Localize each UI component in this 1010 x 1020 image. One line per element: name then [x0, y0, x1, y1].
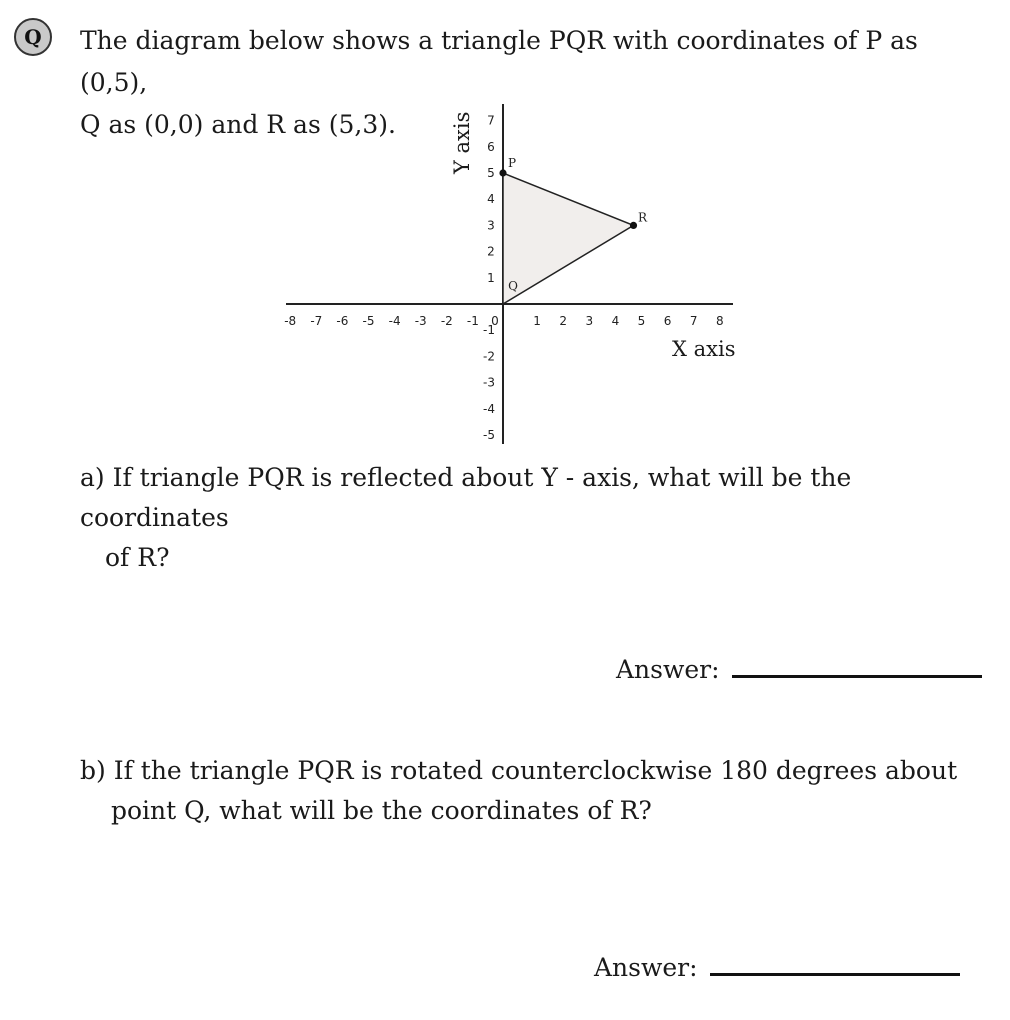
y-tick-label: 3	[487, 218, 495, 233]
coordinate-graph	[0, 0, 1010, 460]
x-tick-label: 8	[715, 314, 724, 328]
answer-b-label: Answer:	[594, 953, 698, 982]
x-tick-label: -8	[284, 314, 297, 328]
x-tick-label: 5	[637, 314, 646, 328]
y-tick-label: 4	[487, 192, 495, 207]
question-b-line-1: b) If the triangle PQR is rotated counterclockwise 180 degrees about	[80, 756, 958, 785]
question-a-line-2: of R?	[105, 543, 170, 572]
x-tick-label: 7	[689, 314, 698, 328]
question-a-line-1: a) If triangle PQR is reflected about Y - axis, what will be the coordinates	[80, 463, 852, 532]
vertex-p-dot	[499, 169, 506, 176]
origin-label: 0	[491, 314, 499, 328]
answer-b	[594, 953, 960, 982]
question-b-line-2: point Q, what will be the coordinates of R?	[111, 796, 652, 825]
vertex-q-label: Q	[508, 279, 518, 293]
x-tick-label: 4	[611, 314, 620, 328]
y-tick-label: 5	[487, 166, 495, 180]
x-tick-label: 6	[663, 314, 672, 328]
answer-a-label: Answer:	[616, 655, 720, 684]
answer-a-field[interactable]	[732, 675, 982, 678]
x-tick-label: -3	[414, 314, 427, 328]
y-tick-label: -4	[483, 401, 495, 416]
y-tick-label: 6	[487, 139, 495, 154]
x-tick-label: 1	[533, 314, 541, 328]
vertex-p-label: P	[507, 156, 517, 170]
vertex-r-dot	[630, 222, 637, 229]
y-tick-label: -2	[483, 349, 495, 364]
y-tick-label: 2	[487, 244, 495, 259]
intro-line-2: Q as (0,0) and R as (5,3).	[80, 110, 396, 139]
answer-b-field[interactable]	[710, 973, 960, 976]
x-tick-label: 2	[559, 314, 568, 328]
x-tick-label: -2	[440, 314, 453, 328]
x-tick-label: -1	[466, 314, 479, 328]
intro-line-1: The diagram below shows a triangle PQR with coordinates of P as (0,5),	[80, 26, 918, 97]
x-tick-label: -7	[310, 314, 323, 328]
vertex-r-label: R	[637, 210, 648, 225]
y-tick-label: -5	[483, 428, 495, 442]
answer-a	[616, 655, 982, 684]
question-a	[80, 458, 980, 578]
y-tick-label: -1	[483, 323, 495, 338]
y-tick-label: 7	[487, 113, 495, 128]
y-axis-label: Y axis	[450, 111, 474, 174]
triangle-pqr	[503, 173, 634, 304]
x-tick-label: -5	[362, 314, 375, 328]
x-tick-label: -6	[336, 314, 349, 328]
y-tick-label: 1	[487, 270, 495, 285]
x-tick-label: -4	[388, 314, 401, 328]
x-tick-label: 3	[585, 314, 594, 328]
y-tick-label: -3	[483, 375, 495, 390]
x-axis-label: X axis	[672, 337, 736, 361]
question-badge: Q	[14, 18, 52, 56]
question-b	[80, 751, 980, 831]
